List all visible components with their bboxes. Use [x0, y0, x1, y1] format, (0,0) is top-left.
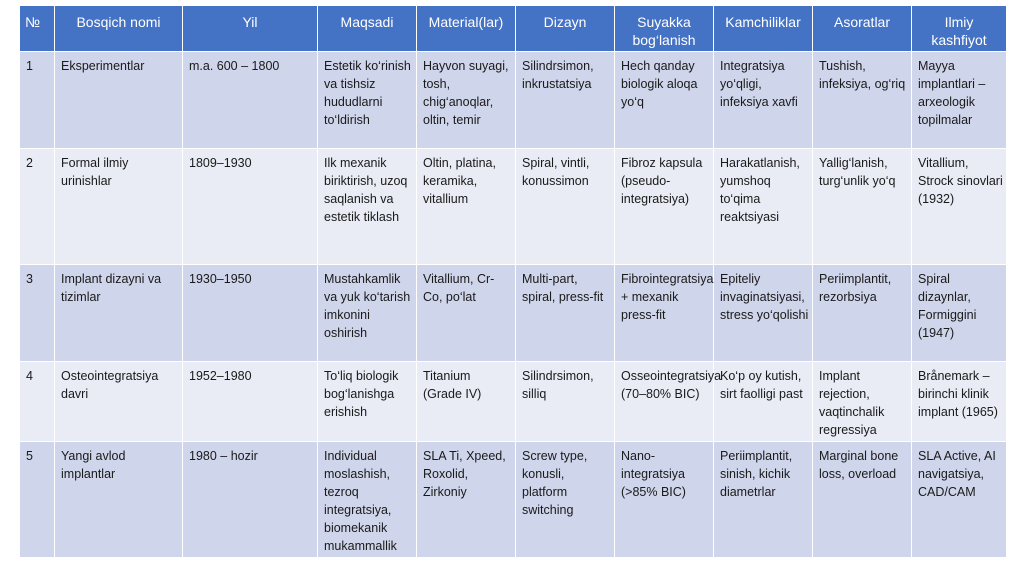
header-cell-year: Yil	[183, 6, 318, 52]
cell-year: 1980 – hozir	[183, 442, 318, 558]
header-cell-discovery: Ilmiy kashfiyot	[912, 6, 1007, 52]
cell-discovery: Vitallium, Strock sinovlari (1932)	[912, 149, 1007, 265]
table-row	[20, 265, 1007, 362]
cell-discovery: Spiral dizaynlar, Formiggini (1947)	[912, 265, 1007, 362]
cell-purpose: Individual moslashish, tezroq integratsiya, biomekanik mukammallik	[318, 442, 417, 558]
header-row	[20, 6, 1007, 52]
cell-purpose: Mustahkamlik va yuk ko‘tarish imkonini oshirish	[318, 265, 417, 362]
cell-design: Silindrsimon, silliq	[516, 362, 615, 442]
cell-bone-bonding: Osseointegratsiya (70–80% BIC)	[615, 362, 714, 442]
cell-complications: Tushish, infeksiya, og‘riq	[813, 52, 912, 149]
cell-complications: Yallig‘lanish, turg‘unlik yo‘q	[813, 149, 912, 265]
cell-materials: Oltin, platina, keramika, vitallium	[417, 149, 516, 265]
cell-number: 2	[20, 149, 55, 265]
header-cell-stage-name: Bosqich nomi	[55, 6, 183, 52]
cell-shortcomings: Periimplantit, sinish, kichik diametrlar	[714, 442, 813, 558]
cell-bone-bonding: Hech qanday biologik aloqa yo‘q	[615, 52, 714, 149]
cell-stage-name: Yangi avlod implantlar	[55, 442, 183, 558]
cell-design: Spiral, vintli, konussimon	[516, 149, 615, 265]
header-cell-number: №	[20, 6, 55, 52]
cell-materials: Titanium (Grade IV)	[417, 362, 516, 442]
cell-shortcomings: Integratsiya yo‘qligi, infeksiya xavfi	[714, 52, 813, 149]
header-cell-bone-bonding: Suyakka bog‘lanish	[615, 6, 714, 52]
cell-discovery: Mayya implantlari – arxeologik topilmalar	[912, 52, 1007, 149]
cell-number: 4	[20, 362, 55, 442]
header-cell-materials: Material(lar)	[417, 6, 516, 52]
cell-discovery: Brånemark – birinchi klinik implant (1965)	[912, 362, 1007, 442]
cell-number: 5	[20, 442, 55, 558]
cell-year: 1930–1950	[183, 265, 318, 362]
header-cell-shortcomings: Kamchiliklar	[714, 6, 813, 52]
cell-discovery: SLA Active, AI navigatsiya, CAD/CAM	[912, 442, 1007, 558]
cell-complications: Implant rejection, vaqtinchalik regressiya	[813, 362, 912, 442]
cell-year: 1809–1930	[183, 149, 318, 265]
cell-stage-name: Implant dizayni va tizimlar	[55, 265, 183, 362]
cell-bone-bonding: Fibroz kapsula (pseudo-integratsiya)	[615, 149, 714, 265]
cell-shortcomings: Ko‘p oy kutish, sirt faolligi past	[714, 362, 813, 442]
cell-year: m.a. 600 – 1800	[183, 52, 318, 149]
cell-complications: Marginal bone loss, overload	[813, 442, 912, 558]
cell-purpose: To‘liq biologik bog‘lanishga erishish	[318, 362, 417, 442]
cell-design: Multi-part, spiral, press-fit	[516, 265, 615, 362]
table-row	[20, 149, 1007, 265]
cell-bone-bonding: Fibrointegratsiya + mexanik press-fit	[615, 265, 714, 362]
cell-stage-name: Formal ilmiy urinishlar	[55, 149, 183, 265]
cell-materials: Vitallium, Cr-Co, po‘lat	[417, 265, 516, 362]
cell-design: Silindrsimon, inkrustatsiya	[516, 52, 615, 149]
cell-shortcomings: Epiteliy invaginatsiyasi, stress yo‘qolishi	[714, 265, 813, 362]
cell-bone-bonding: Nano-integratsiya (>85% BIC)	[615, 442, 714, 558]
table-row	[20, 362, 1007, 442]
cell-year: 1952–1980	[183, 362, 318, 442]
header-cell-design: Dizayn	[516, 6, 615, 52]
cell-number: 1	[20, 52, 55, 149]
header-cell-complications: Asoratlar	[813, 6, 912, 52]
cell-materials: SLA Ti, Xpeed, Roxolid, Zirkoniy	[417, 442, 516, 558]
cell-materials: Hayvon suyagi, tosh, chig‘anoqlar, oltin, temir	[417, 52, 516, 149]
cell-purpose: Ilk mexanik biriktirish, uzoq saqlanish va estetik tiklash	[318, 149, 417, 265]
cell-stage-name: Osteointegratsiya davri	[55, 362, 183, 442]
table-row	[20, 442, 1007, 558]
cell-complications: Periimplantit, rezorbsiya	[813, 265, 912, 362]
header-cell-purpose: Maqsadi	[318, 6, 417, 52]
cell-stage-name: Eksperimentlar	[55, 52, 183, 149]
implant-history-table	[19, 5, 1007, 558]
cell-purpose: Estetik ko‘rinish va tishsiz hududlarni to‘ldirish	[318, 52, 417, 149]
implant-history-table-container	[19, 5, 1006, 558]
table-row	[20, 52, 1007, 149]
cell-design: Screw type, konusli, platform switching	[516, 442, 615, 558]
cell-number: 3	[20, 265, 55, 362]
cell-shortcomings: Harakatlanish, yumshoq to‘qima reaktsiyasi	[714, 149, 813, 265]
